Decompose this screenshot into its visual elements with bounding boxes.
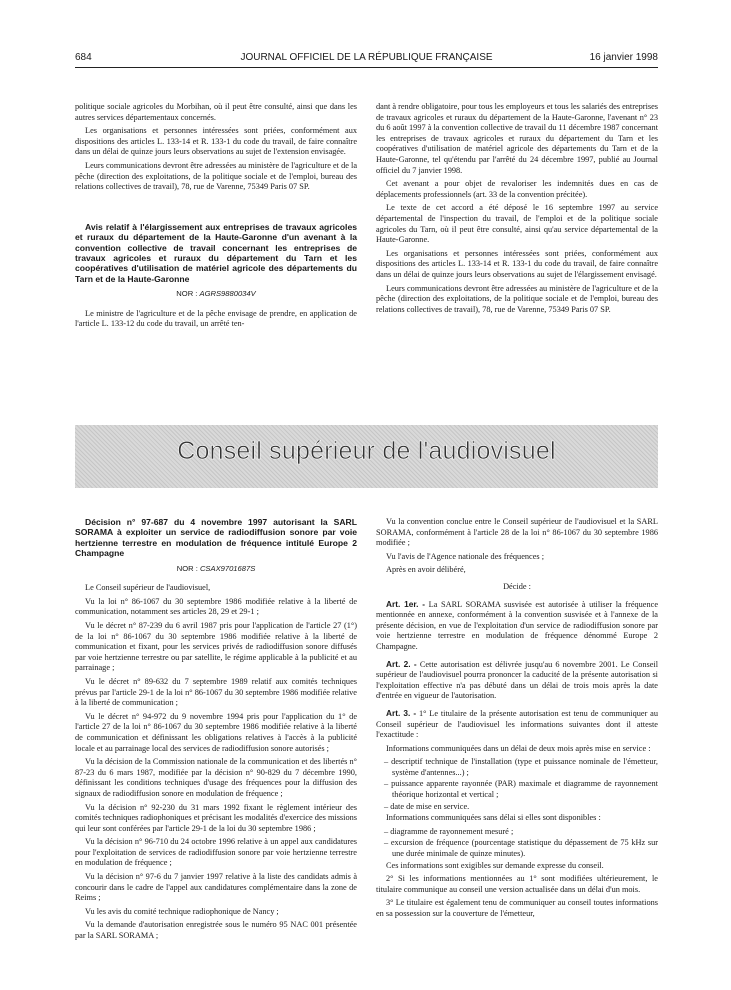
intro: Le Conseil supérieur de l'audiovisuel,: [85, 583, 211, 593]
decide-heading: Décide :: [503, 581, 531, 591]
nor-reference: [75, 564, 357, 575]
paragraph: politique sociale agricoles du Morbihan, où il peut être consulté, ainsi que dans les autres services départementaux concernés.: [75, 102, 357, 122]
nor-label: NOR :: [176, 563, 198, 573]
visa: Vu la décision n° 92-230 du 31 mars 1992 fixant le règlement intérieur des comités techniques radiophoniques et précisant les modalités d'exercice des missions qui leur sont conférées par l'article 29-1 de la loi du 30 septembre 1986 ;: [75, 802, 357, 833]
article-text: 1° Le titulaire de la présente autorisation est tenu de communiquer au Conseil supérieur de l'audiovisuel les informations suivantes dont il atteste l'exactitude :: [376, 708, 659, 740]
nor-reference: [75, 289, 357, 300]
list-item: – excursion de fréquence (pourcentage statistique du dépassement de 75 kHz sur une durée minimale de quinze minutes).: [384, 838, 658, 859]
visa: Vu l'avis de l'Agence nationale des fréquences ;: [386, 551, 544, 561]
visa: Vu la décision n° 96-710 du 24 octobre 1996 relative à un appel aux candidatures pour l'exploitation de services de radiodiffusion sonore par voie hertzienne terrestre en modulation de fréquence ;: [75, 837, 357, 868]
paragraph: Leurs communications devront être adressées au ministère de l'agriculture et de la pêche (direction des exploitations, de la politique sociale et de l'emploi, bureau des relations collectives de travail), 78, rue de Varenne, 75349 Paris 07 SP.: [376, 283, 658, 314]
visa: Vu la loi n° 86-1067 du 30 septembre 1986 modifiée relative à la liberté de communication, notamment ses articles 28, 29 et 29-1 ;: [75, 596, 357, 617]
list-item: – diagramme de rayonnement mesuré ;: [384, 826, 514, 836]
header-rule: [75, 67, 658, 68]
paragraph: Les organisations et personnes intéressées sont priées, conformément aux dispositions des articles L. 133-14 et R. 133-1 du code du travail, de faire connaître dans un délai de quinze jours leurs observations au sujet de l'élargissement envisagé.: [376, 248, 658, 279]
top-right-column: [376, 102, 658, 318]
bottom-right-column: [376, 517, 658, 923]
paragraph: dant à rendre obligatoire, pour tous les employeurs et tous les salariés des entreprises de travaux agricoles et ruraux du département de la Haute-Garonne, l'avenant n° 23 du 6 août 1997 à la convention collective de travail du 11 décembre 1987 concernant les entreprises de travaux agricoles et ruraux du département du Tarn et les coopératives d'utilisation de matériel agricole des départements du Tarn et de la Haute-Garonne, tel qu'étendu par l'arrêté du 24 décembre 1997, publié au Journal officiel du 7 janvier 1998.: [376, 102, 659, 175]
paragraph: 2° Si les informations mentionnées au 1° sont modifiées ultérieurement, le titulaire communique au conseil une version actualisée dans un délai d'un mois.: [376, 874, 658, 894]
paragraph: Ces informations sont exigibles sur demande expresse du conseil.: [386, 860, 604, 870]
visa: Vu le décret n° 89-632 du 7 septembre 1989 relatif aux comités techniques prévus par l'article 29-1 de la loi n° 86-1067 du 30 septembre 1986 modifiée relative à la liberté de communication ;: [75, 676, 357, 708]
paragraph: Le ministre de l'agriculture et de la pêche envisage de prendre, en application de l'article L. 133-12 du code du travail, un arrêté ten-: [75, 308, 357, 329]
issue-date: 16 janvier 1998: [589, 52, 658, 63]
visa: Vu le décret n° 87-239 du 6 avril 1987 pris pour l'application de l'article 27 (1°) de la loi n° 86-1067 du 30 septembre 1986 modifiée relative à la liberté de communication et fixant, pour les services privés de radiodiffusion sonore diffusés par voie hertzienne terrestre ou par satellite, le régime applicable à la publicité et au parrainage ;: [75, 621, 357, 673]
visa: Après en avoir délibéré,: [386, 565, 466, 575]
article-2: [376, 659, 658, 702]
paragraph: 3° Le titulaire est également tenu de communiquer au conseil toutes informations en sa possession sur la couverture de l'émetteur,: [376, 898, 658, 918]
paragraph: Les organisations et personnes intéressées sont priées, conformément aux dispositions des articles L. 133-14 et R. 133-1 du code du travail, de faire connaître dans un délai de quinze jours leurs observations au sujet de l'extension envisagée.: [75, 126, 357, 157]
paragraph: Cet avenant a pour objet de revaloriser les indemnités dues en cas de déplacements professionnels (art. 33 de la convention précitée).: [376, 179, 658, 199]
list-item: – descriptif technique de l'installation (type et puissance nominale de l'émetteur, système d'antennes...) ;: [384, 757, 658, 777]
list-item: – puissance apparente rayonnée (PAR) maximale et diagramme de rayonnement théorique horizontal et vertical ;: [384, 779, 658, 800]
paragraph: Informations communiquées dans un délai de deux mois après mise en service :: [386, 743, 651, 753]
visa: Vu la décision n° 97-6 du 7 janvier 1997 relative à la liste des candidats admis à concourir dans le cadre de l'appel aux candidatures complémentaire dans la zone de Reims ;: [75, 872, 357, 903]
article-label: Art. 1er. -: [386, 598, 426, 609]
article-label: Art. 3. -: [386, 707, 417, 718]
paragraph: Leurs communications devront être adressées au ministère de l'agriculture et de la pêche (direction des exploitations, de la politique sociale et de l'emploi, bureau des relations collectives de travail), 78, rue de Varenne, 75349 Paris 07 SP.: [75, 160, 357, 192]
article-text: Cette autorisation est délivrée jusqu'au 6 novembre 2001. Le Conseil supérieur de l'audiovisuel pourra prononcer la caducité de la présente autorisation si l'exploitation effective n'a pas débuté dans un délai de trois mois après la date d'entrée en vigueur de l'autorisation.: [376, 659, 659, 701]
visa: Vu la convention conclue entre le Conseil supérieur de l'audiovisuel et la SARL SORAMA, conformément à l'article 28 de la loi n° 86-1067 du 30 septembre 1986 modifiée ;: [376, 517, 658, 548]
section-title: Conseil supérieur de l'audiovisuel: [177, 437, 556, 465]
paragraph: Le texte de cet accord a été déposé le 16 septembre 1997 au service départemental de l'inspection du travail, de l'emploi et de la politique sociale agricoles du Tarn, où il peut être consulté, ainsi qu'au service départemental de la Haute-Garonne.: [376, 203, 658, 245]
article-3: [376, 708, 658, 741]
journal-title: JOURNAL OFFICIEL DE LA RÉPUBLIQUE FRANÇAISE: [240, 52, 493, 63]
paragraph: Informations communiquées sans délai si elles sont disponibles :: [386, 813, 601, 823]
list-item: – date de mise en service.: [384, 801, 470, 811]
bottom-left-column: [75, 517, 357, 945]
avis-title: Avis relatif à l'élargissement aux entreprises de travaux agricoles et ruraux du département de la Haute-Garonne d'un avenant à la convention collective de travail concernant les entreprises de travaux agricoles et ruraux du département du Tarn et les coopératives d'utilisation de matériel agricole des départements du Tarn et de la Haute-Garonne: [75, 221, 357, 284]
nor-value: CSAX9701687S: [199, 563, 256, 573]
visa: Vu la décision de la Commission nationale de la communication et des libertés n° 87-23 du 6 mars 1987, modifiée par la décision n° 90-829 du 7 décembre 1990, définissant les conditions techniques d'usage des fréquences pour la diffusion des signaux de radiodiffusion sonore en modulation de fréquence ;: [75, 757, 357, 798]
article-text: La SARL SORAMA susvisée est autorisée à utiliser la fréquence mentionnée en annexe, conformément à la convention susvisée et à l'annexe de la présente décision, en vue de l'exploitation d'un service de radiodiffusion sonore par voie hertzienne terrestre en modulation de fréquence dénommé Europe 2 Champagne.: [376, 599, 659, 651]
section-banner: [75, 425, 658, 488]
visa: Vu le décret n° 94-972 du 9 novembre 1994 pris pour l'application du 1° de l'article 27 de la loi n° 86-1067 du 30 septembre 1986 modifiée relative à la liberté de communication et définissant les obligations relatives à l'accès à la publicité locale et au parrainage local des services de radiodiffusion sonore autorisés ;: [75, 711, 357, 753]
decision-title: Décision n° 97-687 du 4 novembre 1997 autorisant la SARL SORAMA à exploiter un service de radiodiffusion sonore par voie hertzienne terrestre en modulation de fréquence intitulé Europe 2 Champagne: [75, 517, 357, 559]
nor-value: AGRS9880034V: [199, 289, 256, 299]
page-header: [75, 50, 658, 66]
visa: Vu la demande d'autorisation enregistrée sous le numéro 95 NAC 001 présentée par la SARL SORAMA ;: [75, 920, 357, 941]
visa: Vu les avis du comité technique radiophonique de Nancy ;: [85, 906, 279, 916]
page-number: 684: [75, 52, 92, 63]
article-label: Art. 2. -: [386, 658, 417, 669]
top-left-column: [75, 102, 357, 333]
article-1: [376, 599, 658, 653]
nor-label: NOR :: [176, 289, 198, 299]
